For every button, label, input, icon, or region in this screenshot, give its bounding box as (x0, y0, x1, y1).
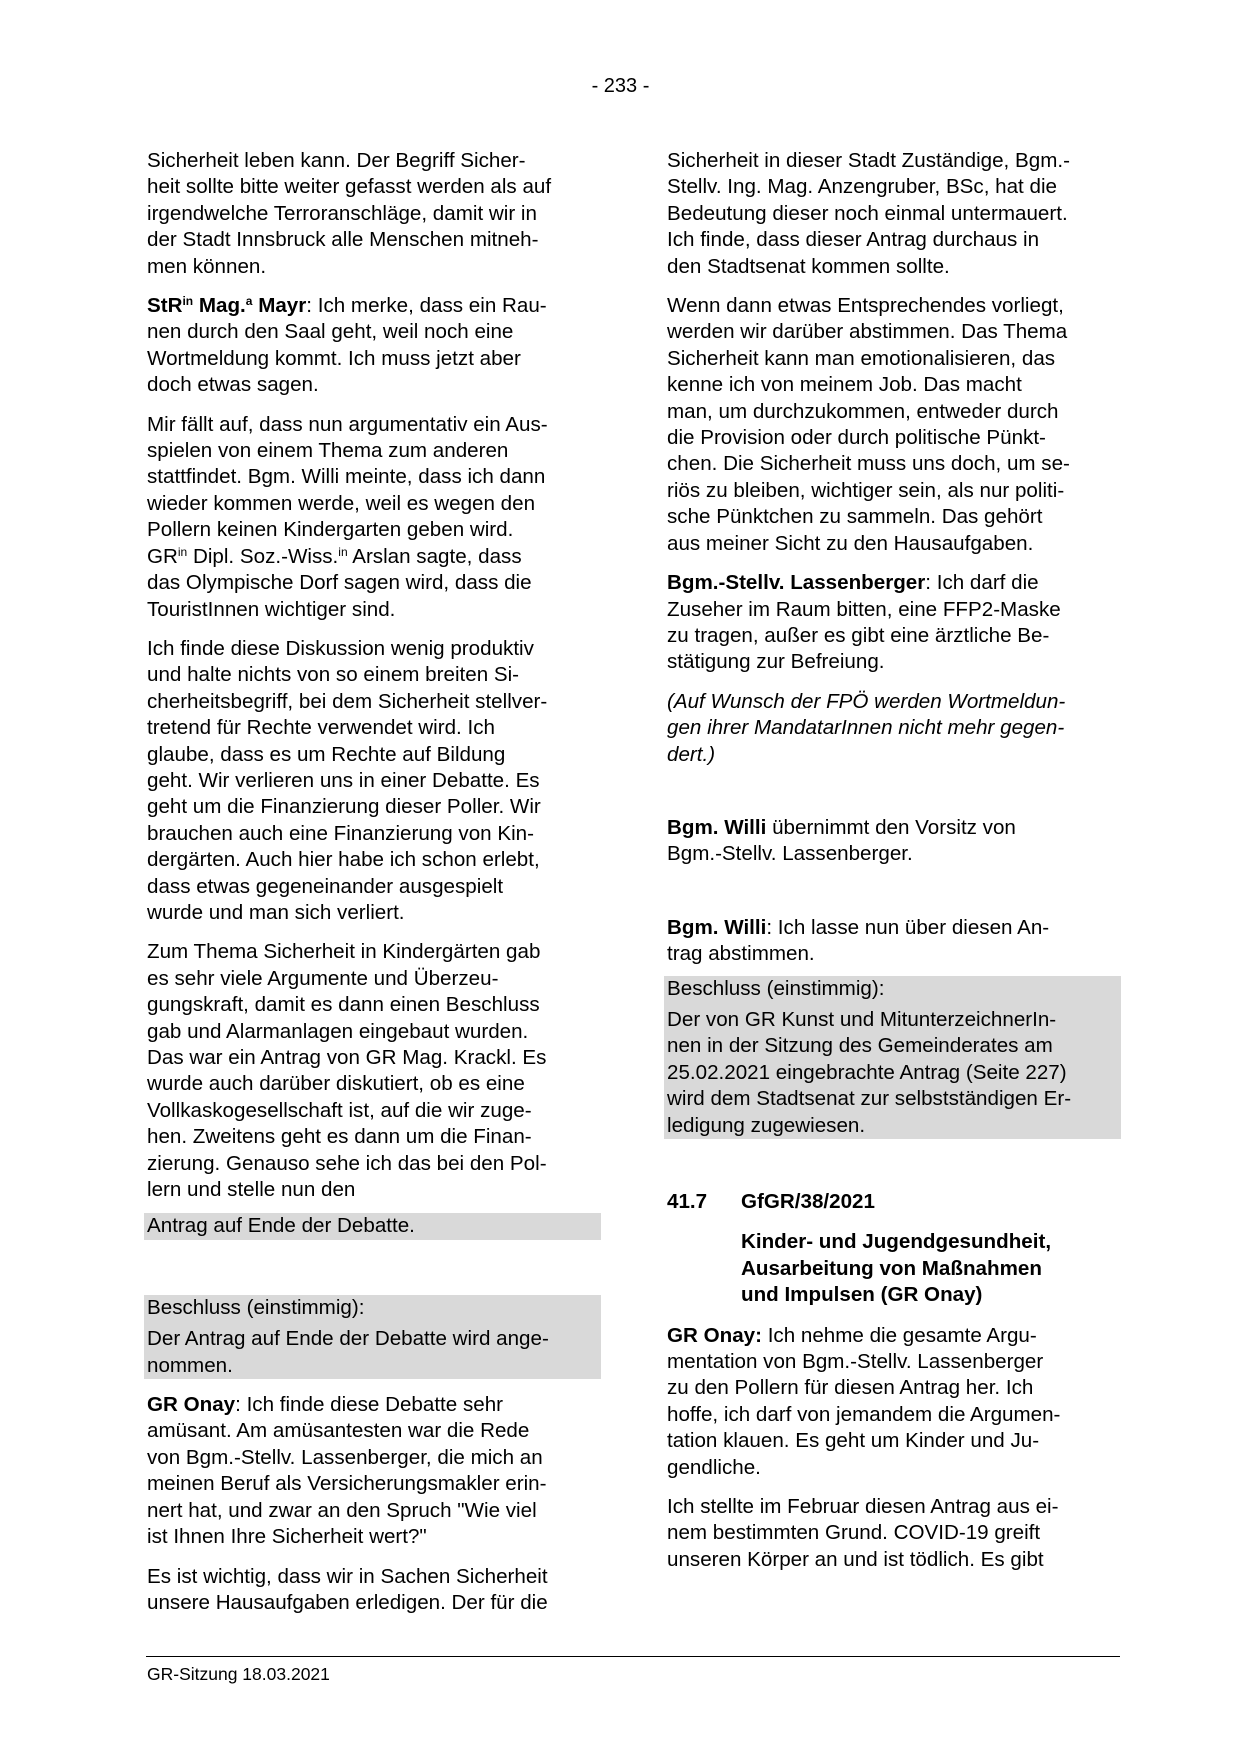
paragraph: Bgm. Willi: Ich lasse nun über diesen An- trag abstimmen. (667, 915, 1050, 966)
paragraph: GR Onay: Ich nehme die gesamte Argu- mentation von Bgm.-Stellv. Lassenberger zu den Pollern für diesen Antrag her. Ich hoffe, ich darf von jemandem die Argumen- tation klauen. Es geht um Kinder und Ju- gendliche. (667, 1323, 1061, 1479)
stage-note: (Auf Wunsch der FPÖ werden Wortmeldun- gen ihrer MandatarInnen nicht mehr gegen- dert.) (667, 689, 1066, 766)
paragraph: Mir fällt auf, dass nun argumentativ ein Aus- spielen von einem Thema zum anderen stattfindet. Bgm. Willi meinte, dass ich dann wieder kommen werde, weil es wegen den Pollern keinen Kindergarten geben wird. $GR^{in}$ Dipl. Soz.-Wiss.$^{in}$ Arslan sagte, dass das Olympische Dorf sagen wird, dass die TouristInnen wichtiger sind. (147, 412, 548, 621)
resolution-label: Beschluss (einstimmig): (144, 1295, 601, 1326)
speaker-name: Bgm. Willi (667, 815, 767, 839)
paragraph: Sicherheit in dieser Stadt Zuständige, Bgm.- Stellv. Ing. Mag. Anzengruber, BSc, hat die Bedeutung dieser noch einmal untermauert. Ich finde, dass dieser Antrag durchaus in den Stadtsenat kommen sollte. (667, 149, 1070, 278)
resolution-text: Der von GR Kunst und MitunterzeichnerIn- nen in der Sitzung des Gemeinderates am 25.02.2021 eingebrachte Antrag (Seite 227) wird dem Stadtsenat zur selbstständigen Er- ledigung zugewiesen. (664, 1007, 1121, 1139)
footer-divider (146, 1656, 1120, 1657)
spacer (667, 881, 1119, 915)
page-number: - 233 - (591, 75, 650, 97)
paragraph: Bgm.-Stellv. Lassenberger: Ich darf die Zuseher im Raum bitten, eine FFP2-Maske zu tragen, außer es gibt eine ärztliche Be- stätigung zur Befreiung. (667, 571, 1061, 674)
footer-text: GR-Sitzung 18.03.2021 (147, 1664, 330, 1684)
left-column (147, 148, 599, 1629)
spacer (667, 1139, 1119, 1189)
paragraph: Es ist wichtig, dass wir in Sachen Sicherheit unsere Hausaufgaben erledigen. Der für die (147, 1564, 548, 1614)
spacer (667, 781, 1119, 815)
agenda-item-code: GfGR/38/2021 (741, 1190, 875, 1213)
agenda-item-header (667, 1189, 1119, 1215)
speaker-name: GR Onay (147, 1393, 236, 1417)
paragraph: Ich finde diese Diskussion wenig produktiv und halte nichts von so einem breiten Si- cherheitsbegriff, bei dem Sicherheit stellver- tretend für Rechte verwendet wird. Ich glaube, dass es um Rechte auf Bildung geht. Wir verlieren uns in einer Debatte. Es geht um die Finanzierung dieser Poller. Wir brauchen auch eine Finanzierung von Kin- dergärten. Auch hier habe ich schon erlebt, dass etwas gegeneinander ausgespielt wurde und man sich verliert. (147, 636, 548, 924)
paragraph: Sicherheit leben kann. Der Begriff Sicher- heit sollte bitte weiter gefasst werden als auf irgendwelche Terroranschläge, damit wir in der Stadt Innsbruck alle Menschen mitneh- men können. (147, 149, 552, 278)
resolution-label: Beschluss (einstimmig): (664, 976, 1121, 1007)
speaker-name: GR Onay: (667, 1323, 762, 1347)
agenda-item-number: 41.7 (667, 1190, 708, 1213)
resolution-text: Der Antrag auf Ende der Debatte wird ange- nommen. (144, 1326, 601, 1379)
paragraph: Zum Thema Sicherheit in Kindergärten gab es sehr viele Argumente und Überzeu- gungskraft, damit es dann einen Beschluss gab und Alarmanlagen eingebaut wurden. Das war ein Antrag von GR Mag. Krackl. Es wurde auch darüber diskutiert, ob es eine Vollkaskogesellschaft ist, auf die wir zuge- hen. Zweitens geht es dann um die Finan- zierung. Genauso sehe ich das bei den Pol- lern und stelle nun den (147, 940, 547, 1202)
speaker-name: Bgm.-Stellv. Lassenberger (667, 571, 926, 595)
right-column (667, 148, 1119, 1586)
paragraph: Ich stellte im Februar diesen Antrag aus ei- nem bestimmten Grund. COVID-19 greift unseren Körper an und ist tödlich. Es gibt (667, 1495, 1059, 1571)
spacer (147, 1245, 599, 1295)
paragraph: Bgm. Willi übernimmt den Vorsitz von Bgm.-Stellv. Lassenberger. (667, 815, 1016, 866)
paragraph: Wenn dann etwas Entsprechendes vorliegt, werden wir darüber abstimmen. Das Thema Sicherheit kann man emotionalisieren, das kenne ich von meinem Job. Das macht man, um durchzukommen, entweder durch die Provision oder durch politische Pünkt- chen. Die Sicherheit muss uns doch, um se- riös zu bleiben, wichtiger sein, als nur politi- sche Pünktchen zu sammeln. Das gehört aus meiner Sicht zu den Hausaufgaben. (667, 294, 1070, 555)
speaker-name: Bgm. Willi (667, 915, 767, 939)
agenda-item-title: Kinder- und Jugendgesundheit, Ausarbeitung von Maßnahmen und Impulsen (GR Onay) (741, 1230, 1052, 1307)
motion-box: Antrag auf Ende der Debatte. (144, 1213, 601, 1239)
paragraph: StR$^{in}$ Mag.$^a$ Mayr: Ich merke, dass ein Rau- nen durch den Saal geht, weil noch eine Wortmeldung kommt. Ich muss jetzt aber doch etwas sagen. (147, 294, 547, 397)
speaker-name: StR$^{in}$ Mag.$^a$ Mayr (147, 294, 307, 318)
paragraph: GR Onay: Ich finde diese Debatte sehr amüsant. Am amüsantesten war die Rede von Bgm.-Stellv. Lassenberger, die mich an meinen Beruf als Versicherungsmakler erin- nert hat, und zwar an den Spruch "Wie viel ist Ihnen Ihre Sicherheit wert?" (147, 1393, 547, 1549)
